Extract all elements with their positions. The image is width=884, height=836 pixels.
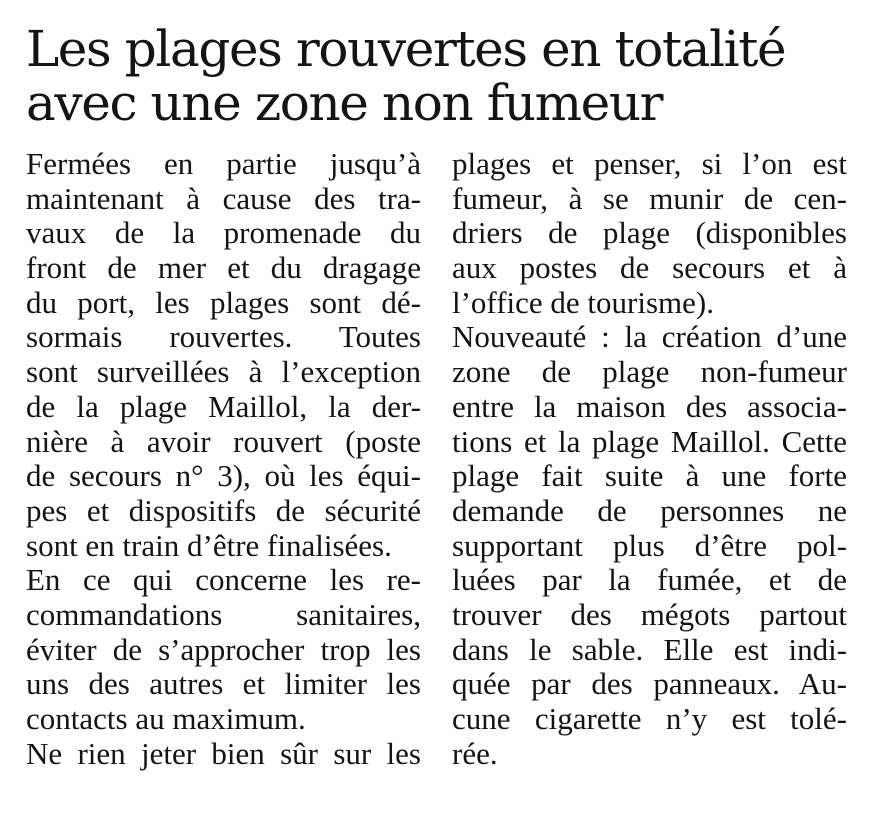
- text-line: sont surveillées à l’exception: [26, 354, 421, 390]
- text-line: l’office de tourisme).: [452, 284, 714, 320]
- text-line: de secours n° 3), où les équi-: [26, 458, 421, 494]
- text-line: commandations sanitaires,: [26, 596, 421, 632]
- text-line: Nouveauté : la création d’une: [452, 319, 847, 355]
- text-line: maintenant à cause des tra-: [26, 180, 421, 216]
- text-line: driers de plage (disponibles: [452, 215, 847, 251]
- text-line: du port, les plages sont dé-: [26, 284, 421, 320]
- text-line: fumeur, à se munir de cen-: [452, 180, 847, 216]
- text-line: cune cigarette n’y est tolé-: [452, 701, 847, 736]
- text-line: vaux de la promenade du: [26, 215, 421, 251]
- text-line: de la plage Maillol, la der-: [26, 388, 421, 424]
- text-line: aux postes de secours et à: [452, 250, 847, 286]
- text-line: dans le sable. Elle est indi-: [452, 631, 847, 667]
- text-line: demande de personnes ne: [452, 492, 847, 528]
- text-line: entre la maison des associa-: [452, 388, 847, 424]
- text-line: quée par des panneaux. Au-: [452, 666, 847, 702]
- text-line: tions et la plage Maillol. Cette: [452, 423, 847, 459]
- text-line: supportant plus d’être pol-: [452, 527, 847, 563]
- headline-line-1: Les plages rouvertes en totalité: [26, 20, 786, 78]
- text-line: trouver des mégots partout: [452, 596, 847, 632]
- text-line: nière à avoir rouvert (poste: [26, 423, 421, 459]
- text-line: contacts au maximum.: [26, 701, 306, 736]
- text-line: uns des autres et limiter les: [26, 666, 421, 702]
- text-line: sormais rouvertes. Toutes: [26, 319, 421, 355]
- text-line: zone de plage non-fumeur: [452, 354, 847, 390]
- text-line: Ne rien jeter bien sûr sur les: [26, 735, 421, 771]
- text-line: éviter de s’approcher trop les: [26, 631, 421, 667]
- article-headline: [26, 22, 876, 130]
- text-line: sont en train d’être finalisées.: [26, 527, 392, 563]
- text-line: plage fait suite à une forte: [452, 458, 847, 494]
- text-line: En ce qui concerne les re-: [26, 562, 421, 598]
- article-column-right: [452, 147, 847, 771]
- text-line: luées par la fumée, et de: [452, 562, 847, 598]
- text-line: Fermées en partie jusqu’à: [26, 146, 421, 181]
- text-line: pes et dispositifs de sécurité: [26, 492, 421, 528]
- text-line: plages et penser, si l’on est: [452, 146, 847, 181]
- headline-line-2: avec une zone non fumeur: [26, 74, 663, 132]
- article-column-left: [26, 147, 421, 771]
- text-line: rée.: [452, 735, 498, 771]
- text-line: front de mer et du dragage: [26, 250, 421, 286]
